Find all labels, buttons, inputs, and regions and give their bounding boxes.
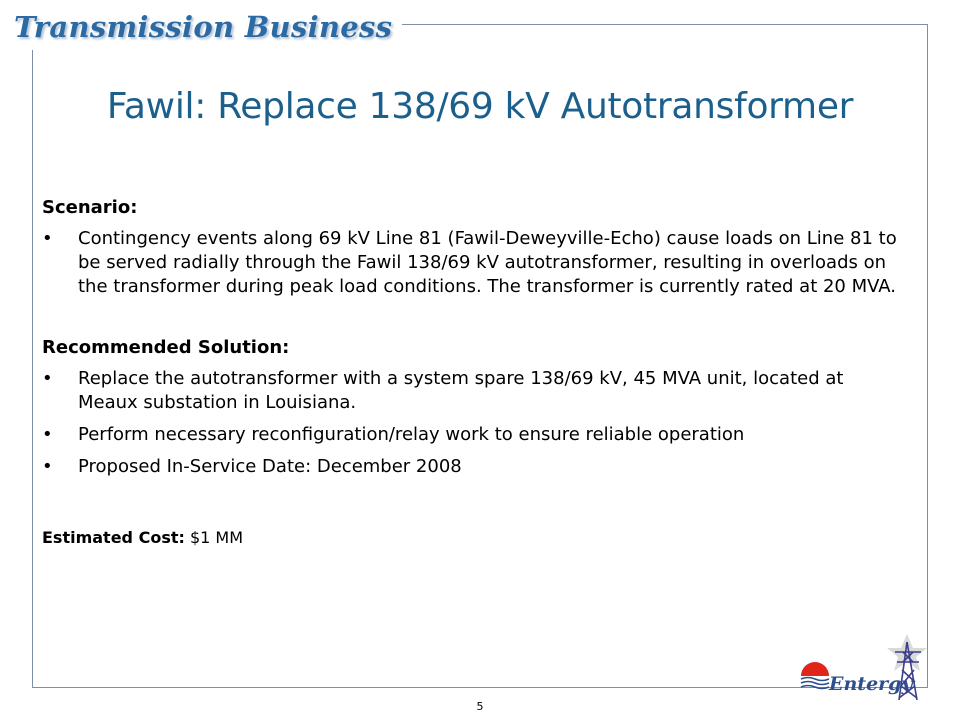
cost-value: $1 MM: [189, 528, 244, 547]
list-item: [42, 423, 902, 447]
entergy-logo: [795, 630, 935, 704]
estimated-cost: [42, 527, 902, 549]
brand-header: Transmission Business: [10, 6, 402, 50]
slide-content: [42, 195, 902, 565]
spacer: [42, 307, 902, 335]
solution-heading: Recommended Solution:: [42, 337, 290, 358]
list-item-text: Proposed In-Service Date: December 2008: [78, 456, 462, 477]
list-item-text: Replace the autotransformer with a system spare 138/69 kV, 45 MVA unit, located at Meaux substation in Louisiana.: [78, 368, 844, 413]
bullet-icon: •: [42, 424, 53, 445]
list-item-text: Perform necessary reconfiguration/relay work to ensure reliable operation: [78, 424, 745, 445]
list-item: [42, 227, 902, 299]
list-item-text: Contingency events along 69 kV Line 81 (Fawil-Deweyville-Echo) cause loads on Line 81 to be served radially through the Fawil 138/69 kV autotransformer, resulting in overloads on the transformer during peak load conditions. The transformer is currently rated at 20 MVA.: [78, 228, 897, 297]
scenario-list: [42, 227, 902, 299]
scenario-heading: Scenario:: [42, 197, 138, 218]
logo-wordmark: Entergy: [829, 673, 913, 695]
spacer: [42, 487, 902, 511]
slide-title: Fawil: Replace 138/69 kV Autotransformer: [106, 86, 854, 127]
list-item: [42, 455, 902, 479]
page-number: 5: [476, 700, 484, 713]
sun-icon: [801, 662, 829, 689]
bullet-icon: •: [42, 228, 53, 249]
list-item: [42, 367, 902, 415]
bullet-icon: •: [42, 368, 53, 389]
cost-label: Estimated Cost:: [42, 528, 185, 547]
bullet-icon: •: [42, 456, 53, 477]
solution-list: [42, 367, 902, 479]
